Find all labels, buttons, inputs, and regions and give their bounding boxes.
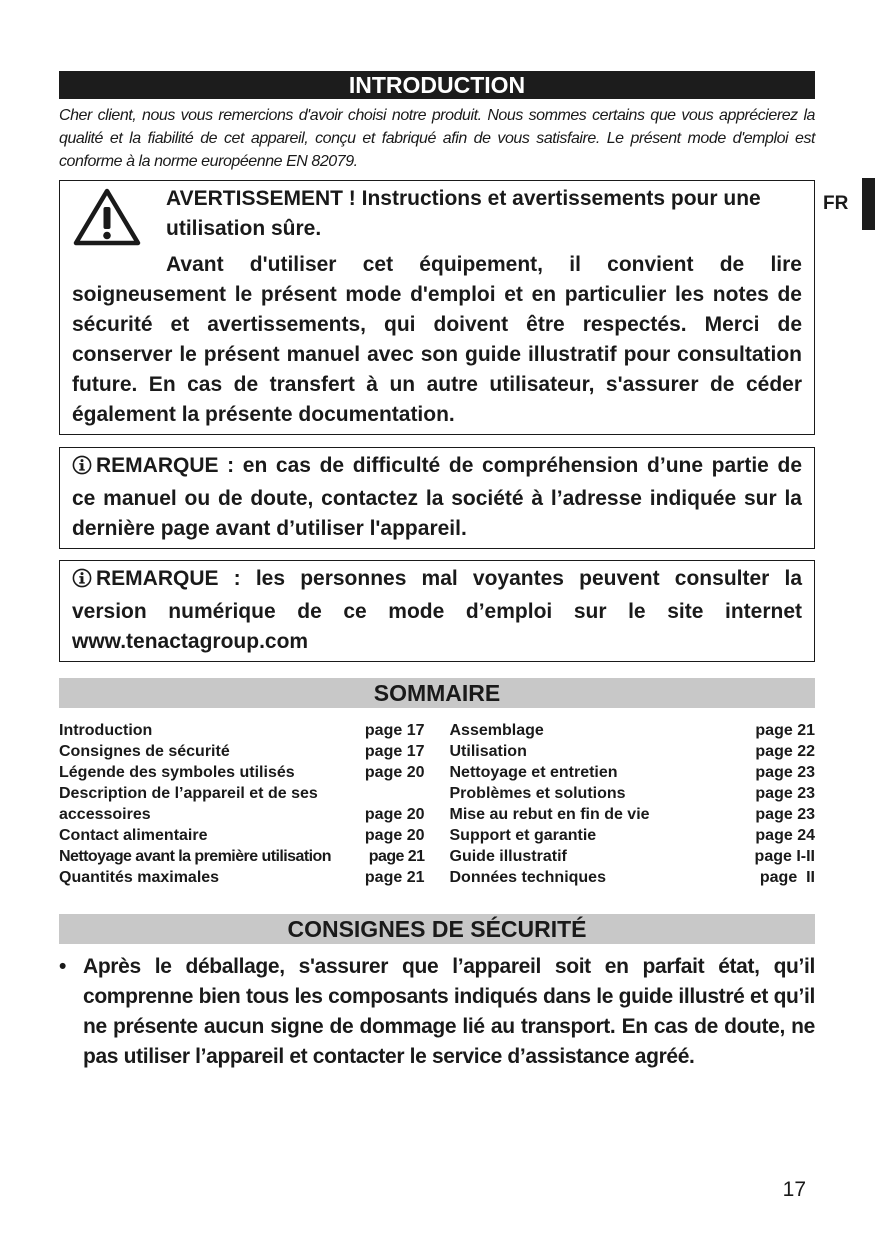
toc-left-column <box>59 720 425 888</box>
note-accessibility-text: REMARQUE : les personnes mal voyantes peuvent consulter la version numérique de ce mode d’emploi sur le site internet <box>72 567 802 623</box>
toc-entry <box>59 867 425 888</box>
safety-bullet-text: Après le déballage, s'assurer que l’appareil soit en parfait état, qu’il comprenne bien tous les composants indiqués dans le guide illustré et qu’il ne présente aucun signe de dommage lié au transport. En cas de doute, ne pas utiliser l’appareil et contacter le service d’assistance agréé. <box>83 955 815 1068</box>
toc-entry-label: Contact alimentaire <box>59 827 208 844</box>
info-icon <box>72 567 92 597</box>
tenacta-website-link[interactable]: www.tenactagroup.com <box>72 630 309 653</box>
toc-entry-label: Mise au rebut en fin de vie <box>449 806 650 823</box>
toc-entry <box>450 720 816 741</box>
toc-entry <box>450 741 816 762</box>
safety-heading: CONSIGNES DE SÉCURITÉ <box>59 914 815 944</box>
toc-entry <box>59 825 425 846</box>
warning-box <box>59 180 815 435</box>
toc-entry-label: Données techniques <box>449 869 606 886</box>
toc-entry-page: page 17 <box>364 743 425 760</box>
warning-triangle-icon <box>72 187 142 256</box>
toc-entry-page: page 23 <box>755 806 815 823</box>
toc-entry <box>450 762 816 783</box>
table-of-contents <box>59 720 815 888</box>
toc-entry <box>450 867 816 888</box>
manual-page <box>59 71 815 1072</box>
toc-heading: SOMMAIRE <box>59 678 815 708</box>
toc-entry <box>59 846 425 867</box>
toc-entry-page: page 23 <box>755 764 815 781</box>
toc-entry <box>59 762 425 783</box>
toc-entry-page: page 20 <box>364 806 425 823</box>
toc-entry <box>59 720 425 741</box>
toc-entry-label: Nettoyage avant la première utilisation <box>59 848 331 865</box>
warning-body: Avant d'utiliser cet équipement, il convient de lire soigneusement le présent mode d'emploi et en particulier les notes de sécurité et avertissements, qui doivent être respectés. Merci de conserver le présent manuel avec son guide illustratif pour consultation future. En cas de transfert à un autre utilisateur, s'assurer de céder également la présente documentation. <box>72 253 802 426</box>
toc-entry-page: page 22 <box>755 743 815 760</box>
toc-entry-label: Utilisation <box>449 743 527 760</box>
toc-entry-page: page 17 <box>364 722 425 739</box>
info-icon <box>72 454 92 484</box>
toc-entry-page: page 23 <box>755 785 815 802</box>
toc-entry-label: accessoires <box>59 806 151 823</box>
toc-entry <box>450 783 816 804</box>
toc-entry-label: Guide illustratif <box>449 848 567 865</box>
toc-entry-label: Consignes de sécurité <box>59 743 230 760</box>
toc-entry-page: page 20 <box>364 764 425 781</box>
toc-entry-page: page 24 <box>755 827 815 844</box>
toc-entry-page: page 21 <box>364 869 425 886</box>
toc-entry-page: page 21 <box>368 848 425 865</box>
toc-entry-label: Légende des symboles utilisés <box>59 764 295 781</box>
note-contact-text: REMARQUE : en cas de difficulté de compréhension d’une partie de ce manuel ou de doute, contactez la société à l’adresse indiquée sur la dernière page avant d’utiliser l'appareil. <box>72 454 802 540</box>
note-box-contact <box>59 447 815 549</box>
toc-entry-label: Assemblage <box>449 722 544 739</box>
introduction-heading: INTRODUCTION <box>59 71 815 99</box>
toc-entry-label: Support et garantie <box>449 827 597 844</box>
note-box-accessibility <box>59 560 815 662</box>
toc-entry-label: Description de l’appareil et de ses <box>59 785 318 802</box>
toc-entry <box>59 783 425 804</box>
toc-entry-label: Introduction <box>59 722 153 739</box>
toc-entry <box>450 825 816 846</box>
toc-entry <box>59 804 425 825</box>
toc-entry-label: Nettoyage et entretien <box>449 764 618 781</box>
toc-entry-page: page 21 <box>755 722 815 739</box>
toc-entry-label: Problèmes et solutions <box>449 785 626 802</box>
toc-entry-page: page 20 <box>364 827 425 844</box>
toc-entry <box>450 846 816 867</box>
note-accessibility-main <box>72 564 802 627</box>
toc-entry <box>450 804 816 825</box>
bullet-dot: • <box>59 955 67 978</box>
toc-entry-label: Quantités maximales <box>59 869 220 886</box>
safety-bullet <box>59 952 815 1072</box>
language-tab-label: FR <box>823 193 849 214</box>
warning-title: AVERTISSEMENT ! Instructions et avertissements pour une utilisation sûre. <box>166 187 761 240</box>
toc-entry-page: page I-II <box>754 848 815 865</box>
toc-entry-page: page II <box>759 869 815 886</box>
language-tab-marker <box>862 178 875 230</box>
toc-right-column <box>450 720 816 888</box>
page-number: 17 <box>782 1178 806 1201</box>
toc-entry <box>59 741 425 762</box>
introduction-text: Cher client, nous vous remercions d'avoir choisi notre produit. Nous sommes certains que vous apprécierez la qualité et la fiabilité de cet appareil, conçu et fabriqué afin de vous satisfaire. Le présent mode d'emploi est conforme à la norme européenne EN 82079. <box>59 107 815 170</box>
